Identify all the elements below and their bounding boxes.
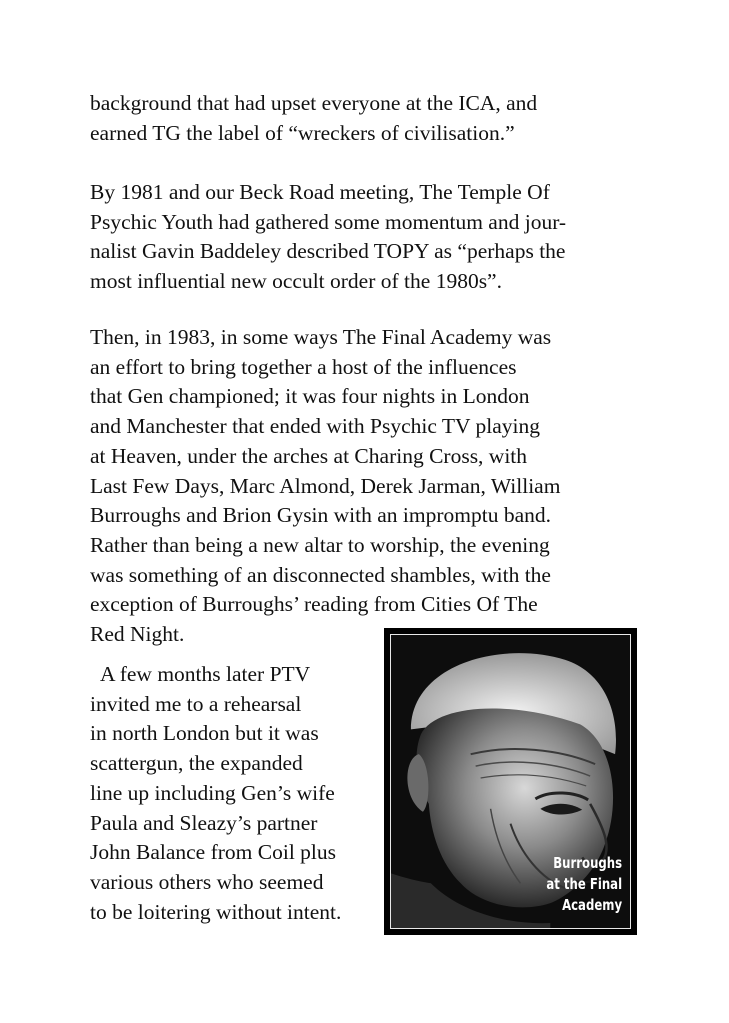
- text-line: Last Few Days, Marc Almond, Derek Jarman, William: [90, 473, 561, 498]
- paragraph-final-academy: [90, 323, 650, 650]
- paragraph-ica: [90, 89, 650, 148]
- caption-line: Burroughs: [553, 854, 622, 872]
- text-line: most influential new occult order of the 1980s”.: [90, 269, 502, 294]
- text-line: was something of an disconnected shambles, with the: [90, 562, 551, 587]
- text-line: Psychic Youth had gathered some momentum and jour-: [90, 209, 567, 234]
- text-line: an effort to bring together a host of the influences: [90, 354, 517, 379]
- burroughs-photo: [384, 628, 637, 935]
- paragraph-rehearsal: [90, 660, 380, 927]
- text-line: nalist Gavin Baddeley described TOPY as “perhaps the: [90, 239, 566, 264]
- text-line: earned TG the label of “wreckers of civilisation.”: [90, 120, 515, 145]
- text-line: to be loitering without intent.: [90, 899, 342, 924]
- paragraph-topy: [90, 178, 650, 297]
- text-line: John Balance from Coil plus: [90, 840, 337, 865]
- text-line: Paula and Sleazy’s partner: [90, 810, 318, 835]
- text-line: that Gen championed; it was four nights in London: [90, 384, 530, 409]
- caption-line: at the Final: [546, 875, 622, 893]
- text-line: at Heaven, under the arches at Charing Cross, with: [90, 443, 528, 468]
- photo-caption: [546, 853, 622, 916]
- text-line: invited me to a rehearsal: [90, 691, 302, 716]
- text-line: various others who seemed: [90, 869, 324, 894]
- text-line: By 1981 and our Beck Road meeting, The Temple Of: [90, 180, 550, 204]
- text-line: line up including Gen’s wife: [90, 780, 335, 805]
- text-line: Then, in 1983, in some ways The Final Academy was: [90, 325, 552, 349]
- text-line: Rather than being a new altar to worship, the evening: [90, 532, 550, 557]
- photo-image: [390, 634, 631, 929]
- text-line: scattergun, the expanded: [90, 751, 303, 776]
- text-line: in north London but it was: [90, 721, 319, 746]
- text-line: exception of Burroughs’ reading from Cities Of The: [90, 592, 538, 617]
- text-line: Burroughs and Brion Gysin with an impromptu band.: [90, 503, 552, 528]
- text-line: and Manchester that ended with Psychic TV playing: [90, 414, 541, 439]
- text-line: background that had upset everyone at the ICA, and: [90, 91, 538, 115]
- text-line: Red Night.: [90, 622, 185, 647]
- caption-line: Academy: [561, 896, 622, 914]
- text-line: A few months later PTV: [100, 662, 311, 686]
